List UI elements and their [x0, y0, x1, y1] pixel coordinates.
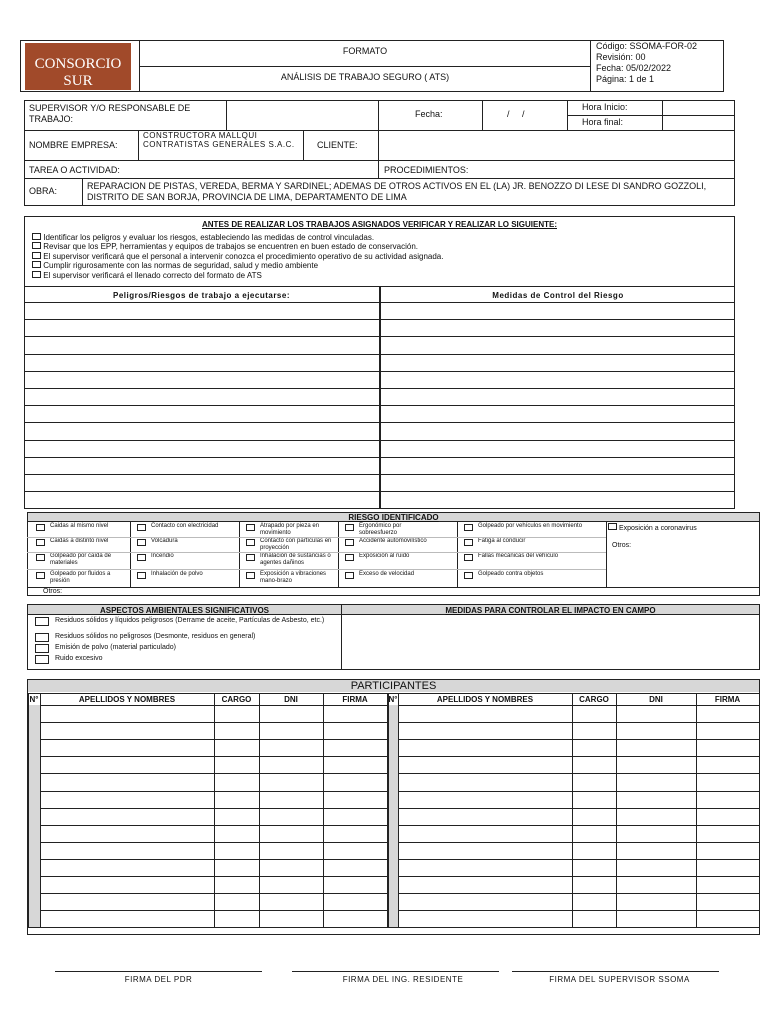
- peligro-row[interactable]: [25, 406, 379, 422]
- medida-row[interactable]: [381, 372, 734, 388]
- participante-row[interactable]: [40, 774, 387, 790]
- col-cargo-header: CARGO: [579, 695, 609, 704]
- participante-row[interactable]: [398, 723, 759, 739]
- riesgo-label: Incendio: [151, 553, 174, 559]
- obra-value: REPARACION DE PISTAS, VEREDA, BERMA Y SARDINEL; ADEMAS DE OTROS ACTIVOS EN EL (LA) JR. BENOZZO DI LESE DI SANDRO GOZZOLI, DISTRITO DE SAN BORJA, PROVINCIA DE LIMA, DEPARTAMENTO DE LIMA: [87, 181, 707, 202]
- cliente-label: CLIENTE:: [317, 140, 358, 150]
- participante-row[interactable]: [398, 774, 759, 790]
- antes-item: El supervisor verificará el llenado correcto del formato de ATS: [32, 271, 722, 280]
- col-dni-header: DNI: [284, 695, 298, 704]
- participante-row[interactable]: [398, 877, 759, 893]
- checkbox[interactable]: [464, 524, 473, 531]
- medida-row[interactable]: [381, 337, 734, 353]
- peligro-row[interactable]: [25, 492, 379, 508]
- riesgo-item: [137, 538, 229, 546]
- empresa-value: CONSTRUCTORA MALLQUI CONTRATISTAS GENERALES S.A.C.: [143, 131, 295, 149]
- peligro-row[interactable]: [25, 423, 379, 439]
- riesgo-label: Golpeado por fluidos a presión: [50, 571, 111, 584]
- participante-row[interactable]: [40, 877, 387, 893]
- fecha-label: Fecha:: [415, 109, 443, 119]
- checkbox[interactable]: [137, 539, 146, 546]
- firma-supervisor: FIRMA DEL SUPERVISOR SSOMA: [549, 975, 690, 984]
- medidas-header: Medidas de Control del Riesgo: [492, 291, 624, 300]
- riesgo-item: [464, 571, 604, 579]
- peligro-row[interactable]: [25, 337, 379, 353]
- participante-row[interactable]: [40, 792, 387, 808]
- riesgo-otros-right: Otros:: [612, 542, 632, 549]
- riesgo-label: Caidas a distinto nivel: [50, 538, 109, 544]
- procedimientos-label: PROCEDIMIENTOS:: [384, 165, 469, 175]
- peligros-header: Peligros/Riesgos de trabajo a ejecutarse:: [112, 291, 290, 300]
- firma-residente: FIRMA DEL ING. RESIDENTE: [342, 975, 464, 984]
- checkbox[interactable]: [246, 524, 255, 531]
- aspectos-title: ASPECTOS AMBIENTALES SIGNIFICATIVOS: [99, 606, 270, 615]
- checkbox[interactable]: [246, 572, 255, 579]
- checkbox[interactable]: [35, 633, 49, 642]
- riesgo-label: Contacto con electricidad: [151, 523, 219, 529]
- logo-text: CONSORCIO SUR: [34, 56, 122, 89]
- riesgo-label: Exposición al ruido: [359, 553, 410, 559]
- checkbox[interactable]: [35, 644, 49, 653]
- participante-row[interactable]: [40, 843, 387, 859]
- riesgo-label: Golpeado por caída de materiales: [50, 553, 112, 566]
- document-title: ANÁLISIS DE TRABAJO SEGURO ( ATS): [280, 72, 450, 82]
- medida-row[interactable]: [381, 389, 734, 405]
- riesgo-item: [246, 538, 338, 552]
- participante-row[interactable]: [398, 757, 759, 773]
- riesgo-label: Inhalación de polvo: [151, 571, 203, 577]
- medida-row[interactable]: [381, 406, 734, 422]
- col-num-header: N°: [29, 695, 39, 704]
- checkbox[interactable]: [608, 523, 617, 530]
- checkbox[interactable]: [36, 539, 45, 546]
- tarea-label: TAREA O ACTIVIDAD:: [29, 165, 120, 175]
- riesgo-item: [345, 571, 437, 579]
- peligro-row[interactable]: [25, 372, 379, 388]
- riesgo-item: [137, 523, 229, 531]
- checkbox[interactable]: [137, 572, 146, 579]
- riesgo-label: Fatiga al conducir: [478, 538, 526, 544]
- riesgo-label: Exceso de velocidad: [359, 571, 415, 577]
- riesgo-item: [464, 553, 604, 561]
- riesgo-label: Caidas al mismo nivel: [50, 523, 109, 529]
- checkbox[interactable]: [345, 572, 354, 579]
- peligro-row[interactable]: [25, 441, 379, 457]
- riesgo-item: [345, 523, 437, 537]
- antes-item: Identificar los peligros y evaluar los riesgos, estableciendo las medidas de control vinculadas.: [32, 233, 722, 242]
- riesgo-label: Ergonómico por sobreesfuerzo: [359, 523, 402, 536]
- hora-final-label: Hora final:: [582, 117, 624, 127]
- antes-title: ANTES DE REALIZAR LOS TRABAJOS ASIGNADOS VERIFICAR Y REALIZAR LO SIGUIENTE:: [202, 220, 557, 229]
- riesgo-coronavirus: Exposición a coronavirus: [608, 523, 697, 533]
- checkbox[interactable]: [32, 261, 41, 268]
- medida-row[interactable]: [381, 492, 734, 508]
- participante-row[interactable]: [398, 706, 759, 722]
- revision: Revisión: 00: [596, 52, 646, 62]
- riesgo-item: [137, 571, 229, 579]
- riesgo-item: [345, 538, 437, 546]
- checkbox[interactable]: [345, 524, 354, 531]
- riesgo-label: Accidente automovilístico: [359, 538, 427, 544]
- supervisor-label: SUPERVISOR Y/O RESPONSABLE DE TRABAJO:: [29, 103, 191, 124]
- fecha-value: / /: [507, 109, 525, 119]
- checkbox[interactable]: [32, 252, 41, 259]
- checkbox[interactable]: [36, 524, 45, 531]
- peligro-row[interactable]: [25, 303, 379, 319]
- col-firma-header: FIRMA: [714, 695, 741, 704]
- checkbox[interactable]: [32, 233, 41, 240]
- riesgo-label: Atrapado por pieza en movimiento: [260, 523, 320, 536]
- medidas-impacto-title: MEDIDAS PARA CONTROLAR EL IMPACTO EN CAMPO: [445, 606, 656, 615]
- participante-row[interactable]: [40, 740, 387, 756]
- aspecto-item: Ruido excesivo: [35, 655, 338, 666]
- riesgo-item: [36, 553, 128, 567]
- participante-row[interactable]: [398, 826, 759, 842]
- riesgo-item: [345, 553, 437, 561]
- participante-row[interactable]: [398, 843, 759, 859]
- antes-item: Cumplir rigurosamente con las normas de seguridad, salud y medio ambiente: [32, 261, 722, 270]
- formato-label: FORMATO: [342, 46, 388, 56]
- riesgo-label: Golpeado contra objetos: [478, 571, 544, 577]
- medida-row[interactable]: [381, 475, 734, 491]
- company-logo: [25, 43, 131, 90]
- hora-inicio-label: Hora Inicio:: [582, 102, 628, 112]
- peligro-row[interactable]: [25, 458, 379, 474]
- participante-row[interactable]: [40, 809, 387, 825]
- riesgo-item: [464, 538, 604, 546]
- riesgo-item: [36, 538, 128, 546]
- col-cargo-header: CARGO: [221, 695, 252, 704]
- participante-row[interactable]: [398, 860, 759, 876]
- participante-row[interactable]: [40, 894, 387, 910]
- checkbox[interactable]: [32, 271, 41, 278]
- checkbox[interactable]: [36, 554, 45, 561]
- antes-item: Revisar que los EPP, herramientas y equipos de trabajos se encuentren en buen estado de conservación.: [32, 242, 722, 251]
- checkbox[interactable]: [246, 554, 255, 561]
- participantes-title: PARTICIPANTES: [28, 680, 759, 692]
- medida-row[interactable]: [381, 320, 734, 336]
- riesgo-item: [246, 571, 338, 585]
- participante-row[interactable]: [398, 894, 759, 910]
- riesgo-title: RIESGO IDENTIFICADO: [28, 513, 759, 522]
- medida-row[interactable]: [381, 355, 734, 371]
- riesgo-label: Volcadura: [151, 538, 178, 544]
- medida-row[interactable]: [381, 458, 734, 474]
- medida-row[interactable]: [381, 303, 734, 319]
- riesgo-label: Golpeado por vehículos en movimiento: [478, 523, 583, 529]
- participante-row[interactable]: [398, 809, 759, 825]
- col-firma-header: FIRMA: [342, 695, 368, 704]
- riesgo-item: [464, 523, 604, 531]
- medida-row[interactable]: [381, 423, 734, 439]
- peligro-row[interactable]: [25, 475, 379, 491]
- participante-row[interactable]: [40, 757, 387, 773]
- aspecto-item: Residuos sólidos y líquidos peligrosos (Derrame de aceite, Partículas de Asbesto, etc.): [35, 617, 338, 633]
- checkbox[interactable]: [345, 554, 354, 561]
- empresa-label: NOMBRE EMPRESA:: [29, 140, 118, 150]
- aspecto-item: Residuos sólidos no peligrosos (Desmonte, residuos en general): [35, 633, 338, 644]
- participante-row[interactable]: [398, 740, 759, 756]
- checkbox[interactable]: [137, 554, 146, 561]
- checkbox[interactable]: [246, 539, 255, 546]
- riesgo-item: [246, 523, 338, 537]
- obra-label: OBRA:: [29, 186, 58, 196]
- participante-row[interactable]: [40, 723, 387, 739]
- checkbox[interactable]: [464, 554, 473, 561]
- pagina: Página: 1 de 1: [596, 74, 655, 84]
- codigo: Código: SSOMA-FOR-02: [596, 41, 698, 51]
- antes-list: [32, 233, 722, 280]
- checkbox[interactable]: [35, 655, 49, 664]
- medida-row[interactable]: [381, 441, 734, 457]
- firma-pdr: FIRMA DEL PDR: [124, 975, 193, 984]
- aspectos-list: [35, 617, 338, 666]
- checkbox[interactable]: [137, 524, 146, 531]
- riesgo-label: Fallas mecánicas del vehículo: [478, 553, 559, 559]
- checkbox[interactable]: [464, 539, 473, 546]
- checkbox[interactable]: [36, 572, 45, 579]
- peligro-row[interactable]: [25, 320, 379, 336]
- antes-item: El supervisor verificará que el personal a intervenir conozca el procedimiento operativo de su actividad asignada.: [32, 252, 722, 261]
- header-fecha: Fecha: 05/02/2022: [596, 63, 672, 73]
- riesgo-item: [137, 553, 229, 561]
- riesgo-label: Contacto con partículas en proyección: [260, 538, 332, 551]
- peligro-row[interactable]: [25, 355, 379, 371]
- aspecto-item: Emisión de polvo (material particulado): [35, 644, 338, 655]
- participante-row[interactable]: [40, 911, 387, 927]
- riesgo-item: [36, 523, 128, 531]
- participante-row[interactable]: [40, 860, 387, 876]
- checkbox[interactable]: [35, 617, 49, 626]
- riesgo-otros-left: Otros:: [43, 588, 63, 595]
- participante-row[interactable]: [398, 911, 759, 927]
- participante-row[interactable]: [40, 826, 387, 842]
- col-dni-header: DNI: [649, 695, 663, 704]
- participante-row[interactable]: [40, 706, 387, 722]
- col-apellidos-header: APELLIDOS Y NOMBRES: [78, 695, 176, 704]
- checkbox[interactable]: [32, 242, 41, 249]
- riesgo-item: [36, 571, 128, 585]
- participante-row[interactable]: [398, 792, 759, 808]
- riesgo-item: [246, 553, 338, 567]
- riesgo-label: Exposición a vibraciones mano-brazo: [260, 571, 327, 584]
- checkbox[interactable]: [464, 572, 473, 579]
- col-apellidos-header: APELLIDOS Y NOMBRES: [436, 695, 534, 704]
- checkbox[interactable]: [345, 539, 354, 546]
- col-num-header: N°: [388, 695, 398, 704]
- peligro-row[interactable]: [25, 389, 379, 405]
- riesgo-label: Inhalación de sustancias o agentes dañinos: [260, 553, 331, 566]
